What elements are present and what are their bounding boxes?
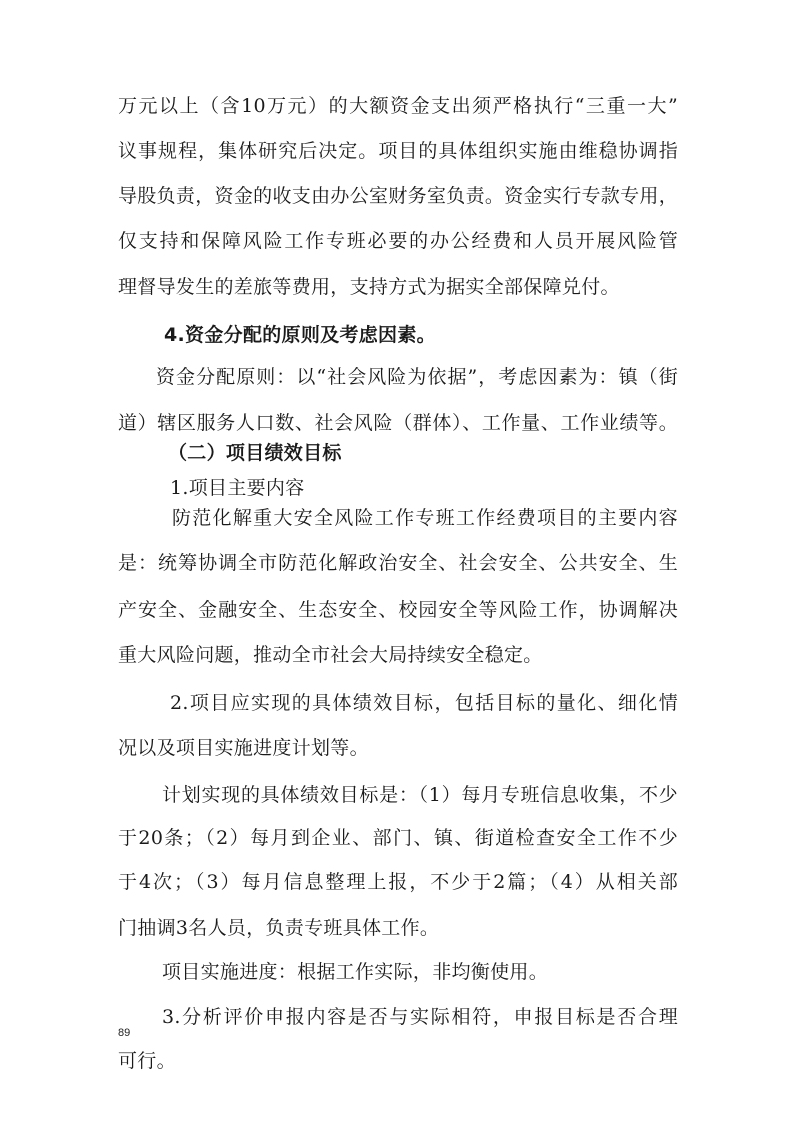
paragraph-line: 道）辖区服务人口数、社会风险（群体）、工作量、工作业绩等。 bbox=[118, 412, 678, 434]
paragraph-line: 2.项目应实现的具体绩效目标，包括目标的量化、细化情 bbox=[170, 692, 678, 714]
paragraph-line: 防范化解重大安全风险工作专班工作经费项目的主要内容 bbox=[172, 507, 678, 529]
paragraph-line: 重大风险问题，推动全市社会大局持续安全稳定。 bbox=[118, 644, 543, 666]
paragraph-line: 是：统筹协调全市防范化解政治安全、社会安全、公共安全、生 bbox=[118, 552, 678, 574]
page-number: 89 bbox=[118, 1027, 131, 1039]
subsection-heading: 1.项目主要内容 bbox=[170, 477, 305, 499]
paragraph-line: 于4次；（3）每月信息整理上报，不少于2篇；（4）从相关部 bbox=[118, 871, 678, 893]
paragraph-line: 仅支持和保障风险工作专班必要的办公经费和人员开展风险管 bbox=[118, 230, 678, 252]
paragraph-line: 3.分析评价申报内容是否与实际相符，申报目标是否合理 bbox=[162, 1006, 678, 1028]
paragraph-line: 议事规程，集体研究后决定。项目的具体组织实施由维稳协调指 bbox=[118, 140, 678, 162]
paragraph-line: 导股负责，资金的收支由办公室财务室负责。资金实行专款专用， bbox=[118, 185, 678, 207]
paragraph-line: 资金分配原则：以“社会风险为依据”，考虑因素为：镇（街 bbox=[156, 366, 678, 388]
paragraph-line: 于20条；（2）每月到企业、部门、镇、街道检查安全工作不少 bbox=[118, 827, 678, 849]
paragraph-line: 项目实施进度：根据工作实际，非均衡使用。 bbox=[162, 961, 549, 983]
section-heading: （二）项目绩效目标 bbox=[168, 442, 342, 464]
paragraph-line: 门抽调3名人员，负责专班具体工作。 bbox=[118, 917, 440, 939]
paragraph-line: 产安全、金融安全、生态安全、校园安全等风险工作，协调解决 bbox=[118, 599, 678, 621]
section-heading: 4.资金分配的原则及考虑因素。 bbox=[164, 324, 436, 346]
paragraph-line: 万元以上（含10万元）的大额资金支出须严格执行“三重一大” bbox=[118, 95, 678, 117]
paragraph-line: 计划实现的具体绩效目标是：（1）每月专班信息收集，不少 bbox=[162, 784, 678, 806]
paragraph-line: 况以及项目实施进度计划等。 bbox=[118, 737, 369, 759]
paragraph-line: 可行。 bbox=[118, 1050, 176, 1072]
paragraph-line: 理督导发生的差旅等费用，支持方式为据实全部保障兑付。 bbox=[118, 276, 620, 298]
